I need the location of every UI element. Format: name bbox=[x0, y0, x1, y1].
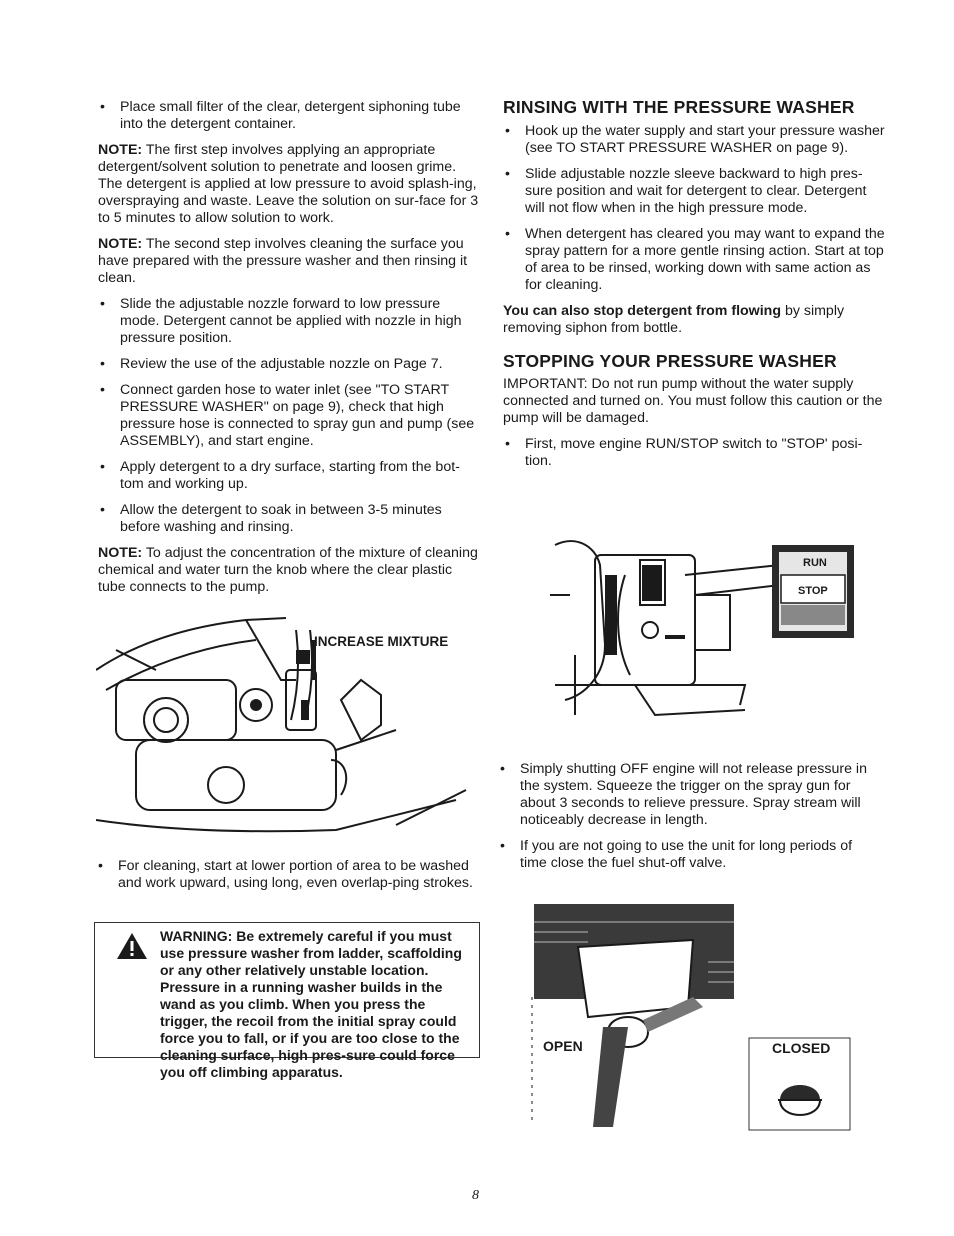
note-label: NOTE: bbox=[98, 142, 143, 158]
warning-text: WARNING: Be extremely careful if you must use pressure washer from ladder, scaffolding or any other relatively unstable location. Pressure in a running washer builds in the wand as you climb. When you press the trigger, the recoil from the initial spray could force you to fall, or if you are too close to the cleaning surface, high pres-sure could force you off climbing apparatus. bbox=[160, 928, 462, 1080]
bullet-first: • First, move engine RUN/STOP switch to "STOP' posi-tion. bbox=[503, 436, 887, 470]
note-1 bbox=[98, 142, 482, 227]
bullet-item: • Allow the detergent to soak in between 3-5 minutes before washing and rinsing. bbox=[98, 502, 482, 536]
bullet-item: • Simply shutting OFF engine will not release pressure in the system. Squeeze the trigger on the spray gun for about 3 seconds to relieve pressure. Spray stream will noticeably decrease in length. bbox=[498, 761, 882, 829]
important-text: IMPORTANT: Do not run pump without the water supply connected and turned on. You must follow this caution or the pump will be damaged. bbox=[503, 376, 883, 426]
page-number: 8 bbox=[472, 1188, 479, 1203]
switch-stop-label: STOP bbox=[798, 585, 828, 597]
note-text: The first step involves applying an appropriate detergent/solvent solution to penetrate and loosen grime. The detergent is applied at low pressure to avoid splash-ing, overspraying and waste. Leave the solution on sur-face for 3 to 5 minutes to allow solution to work. bbox=[98, 142, 479, 226]
cleaning-bullet-block bbox=[96, 858, 480, 892]
bullet-filter: • Place small filter of the clear, detergent siphoning tube into the detergent container. bbox=[98, 99, 482, 133]
bullet-item: • Apply detergent to a dry surface, starting from the bot-tom and working up. bbox=[98, 459, 482, 493]
right-column bbox=[503, 99, 887, 470]
warning-box bbox=[94, 922, 480, 1080]
increase-mixture-label: INCREASE MIXTURE bbox=[314, 634, 449, 649]
stop-flow-rest: by simply removing siphon from bottle. bbox=[503, 303, 845, 336]
pump-illustration bbox=[96, 610, 480, 838]
fuel-valve-drawing bbox=[528, 902, 858, 1134]
stop-flow-bold: You can also stop detergent from flowing bbox=[503, 303, 781, 319]
right-bullets-after bbox=[498, 761, 882, 872]
note-2 bbox=[98, 236, 482, 287]
open-label: OPEN bbox=[543, 1038, 583, 1054]
stop-flow-text bbox=[503, 303, 887, 337]
heading-rinsing: RINSING WITH THE PRESSURE WASHER bbox=[503, 97, 855, 117]
switch-run-label: RUN bbox=[803, 557, 827, 569]
bullet-item: • If you are not going to use the unit for long periods of time close the fuel shut-off valve. bbox=[498, 838, 882, 872]
engine-switch-illustration bbox=[545, 535, 860, 725]
bullet-item: • Slide the adjustable nozzle forward to low pressure mode. Detergent cannot be applied with nozzle in high pressure position. bbox=[98, 296, 482, 347]
bullet-item: • Connect garden hose to water inlet (see "TO START PRESSURE WASHER" on page 9), check that high pressure hose is connected to spray gun and pump (see ASSEMBLY), and start engine. bbox=[98, 382, 482, 450]
fuel-valve-illustration bbox=[528, 902, 858, 1134]
warning-icon bbox=[115, 931, 149, 961]
note-label: NOTE: bbox=[98, 545, 143, 561]
note-text: To adjust the concentration of the mixture of cleaning chemical and water turn the knob where the clear plastic tube connects to the pump. bbox=[98, 545, 478, 595]
bullet-item: • Review the use of the adjustable nozzle on Page 7. bbox=[98, 356, 482, 373]
closed-label: CLOSED bbox=[772, 1040, 831, 1056]
note-label: NOTE: bbox=[98, 236, 143, 252]
bullet-item: • Hook up the water supply and start your pressure washer (see TO START PRESSURE WASHER on page 9). bbox=[503, 123, 887, 157]
bullet-item: • When detergent has cleared you may want to expand the spray pattern for a more gentle rinsing action. Start at top of area to be rinsed, working down with same action as for cleaning. bbox=[503, 226, 887, 294]
left-column bbox=[98, 99, 482, 596]
note-text: The second step involves cleaning the surface you have prepared with the pressure washer and then rinsing it clean. bbox=[98, 236, 468, 286]
bullet-cleaning: • For cleaning, start at lower portion of area to be washed and work upward, using long, even overlap-ping strokes. bbox=[96, 858, 480, 892]
note-3 bbox=[98, 545, 482, 596]
bullet-item: • Slide adjustable nozzle sleeve backward to high pres-sure position and wait for detergent to clear. Detergent will not flow when in the high pressure mode. bbox=[503, 166, 887, 217]
heading-stopping: STOPPING YOUR PRESSURE WASHER bbox=[503, 351, 837, 371]
